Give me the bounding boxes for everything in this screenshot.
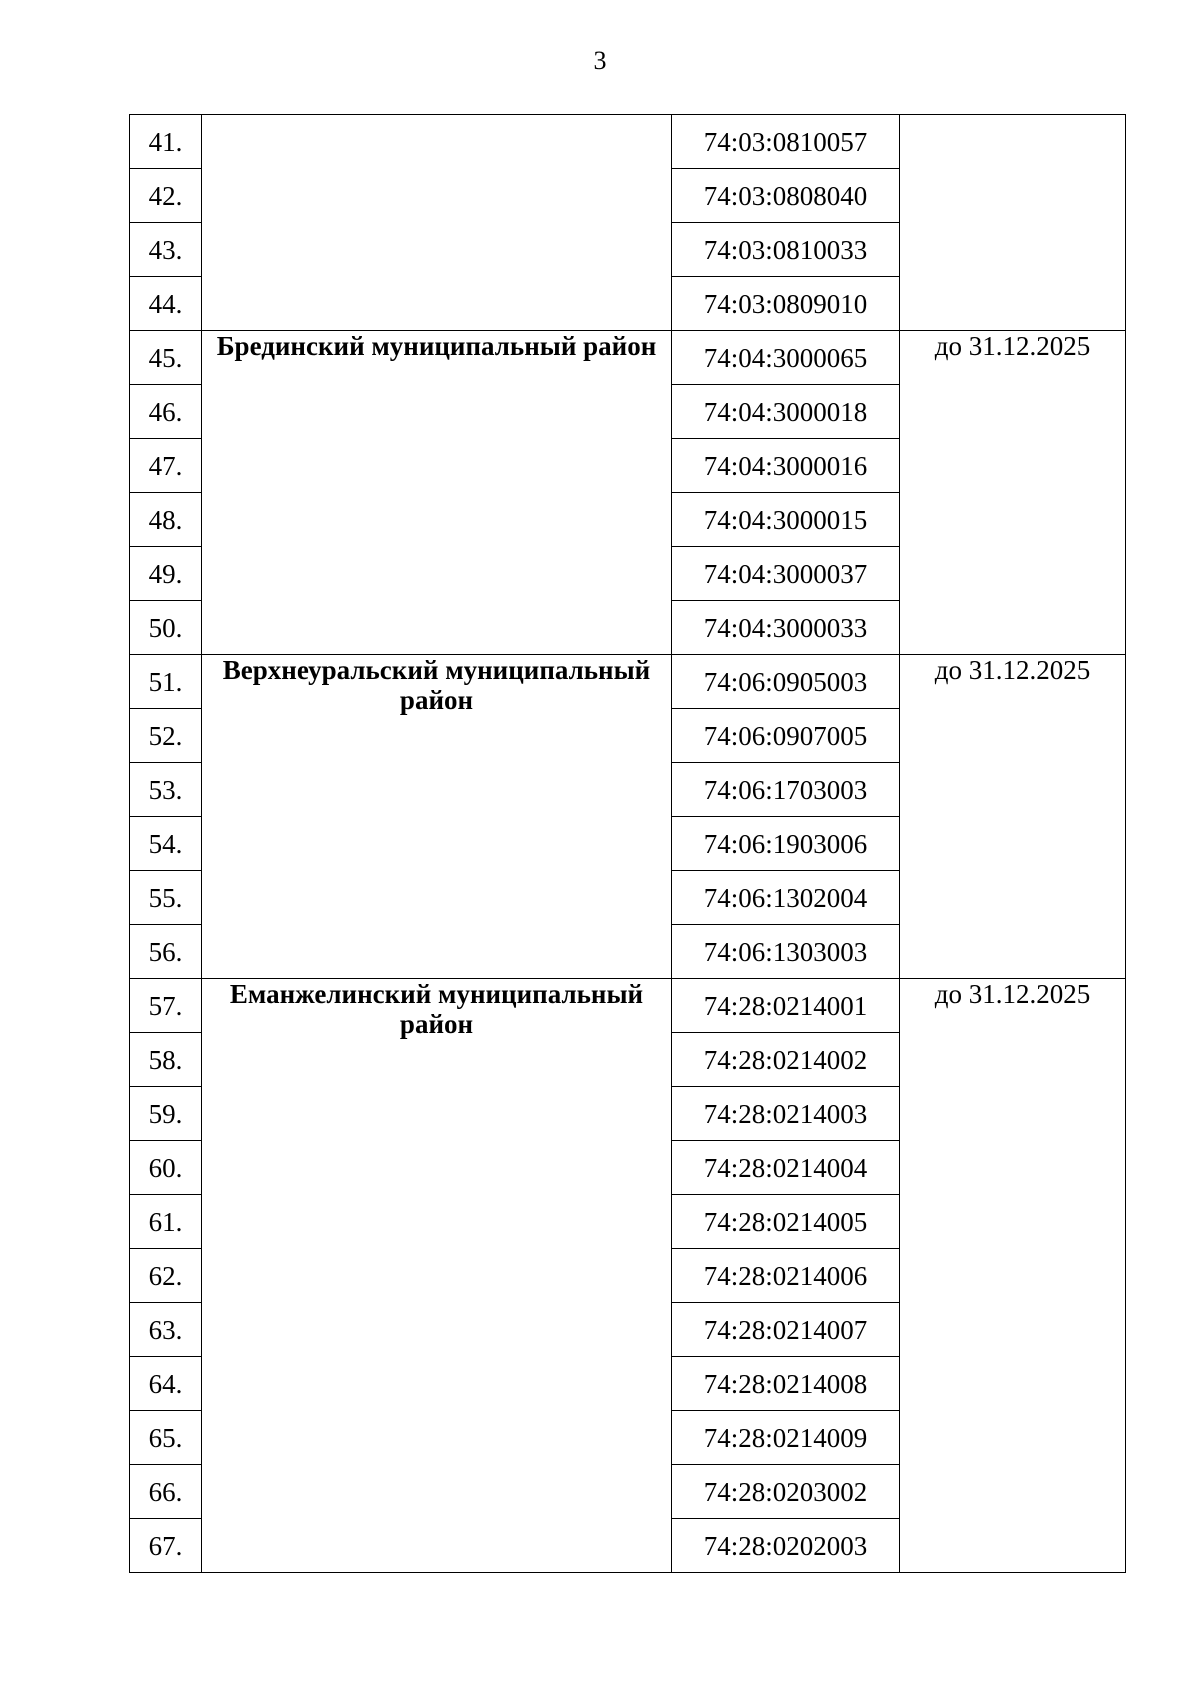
- cadastral-number: 74:28:0214006: [672, 1249, 900, 1303]
- district-cell: Брединский муниципальный район: [202, 331, 672, 655]
- cadastral-number: 74:28:0214004: [672, 1141, 900, 1195]
- row-number: 42.: [130, 169, 202, 223]
- cadastral-number: 74:28:0214009: [672, 1411, 900, 1465]
- row-number: 67.: [130, 1519, 202, 1573]
- cadastral-number: 74:28:0214001: [672, 979, 900, 1033]
- page-number: 3: [593, 46, 607, 75]
- row-number: 58.: [130, 1033, 202, 1087]
- row-number: 65.: [130, 1411, 202, 1465]
- cadastral-number: 74:06:0905003: [672, 655, 900, 709]
- cadastral-number: 74:04:3000033: [672, 601, 900, 655]
- cadastral-number: 74:06:1302004: [672, 871, 900, 925]
- row-number: 53.: [130, 763, 202, 817]
- cadastral-number: 74:28:0203002: [672, 1465, 900, 1519]
- deadline-cell: [900, 115, 1126, 331]
- row-number: 46.: [130, 385, 202, 439]
- district-cell: Верхнеуральский муниципальный район: [202, 655, 672, 979]
- cadastral-number: 74:28:0214008: [672, 1357, 900, 1411]
- row-number: 56.: [130, 925, 202, 979]
- cadastral-number: 74:03:0808040: [672, 169, 900, 223]
- cadastral-number: 74:28:0202003: [672, 1519, 900, 1573]
- table-row: [130, 655, 1126, 709]
- table-row: [130, 115, 1126, 169]
- cadastral-number: 74:06:1903006: [672, 817, 900, 871]
- row-number: 50.: [130, 601, 202, 655]
- deadline-cell: до 31.12.2025: [900, 331, 1126, 655]
- cadastral-number: 74:03:0810033: [672, 223, 900, 277]
- row-number: 49.: [130, 547, 202, 601]
- row-number: 45.: [130, 331, 202, 385]
- cadastral-number: 74:04:3000015: [672, 493, 900, 547]
- deadline-cell: до 31.12.2025: [900, 979, 1126, 1573]
- district-cell: [202, 115, 672, 331]
- row-number: 59.: [130, 1087, 202, 1141]
- row-number: 62.: [130, 1249, 202, 1303]
- deadline-cell: до 31.12.2025: [900, 655, 1126, 979]
- row-number: 41.: [130, 115, 202, 169]
- cadastral-number: 74:28:0214007: [672, 1303, 900, 1357]
- cadastral-number: 74:28:0214005: [672, 1195, 900, 1249]
- cadastral-number: 74:03:0810057: [672, 115, 900, 169]
- cadastral-number: 74:04:3000065: [672, 331, 900, 385]
- district-cell: Еманжелинский муниципальный район: [202, 979, 672, 1573]
- cadastral-number: 74:04:3000037: [672, 547, 900, 601]
- row-number: 64.: [130, 1357, 202, 1411]
- row-number: 48.: [130, 493, 202, 547]
- table-row: [130, 331, 1126, 385]
- row-number: 52.: [130, 709, 202, 763]
- row-number: 54.: [130, 817, 202, 871]
- table-row: [130, 979, 1126, 1033]
- cadastral-number: 74:28:0214003: [672, 1087, 900, 1141]
- row-number: 63.: [130, 1303, 202, 1357]
- cadastral-number: 74:06:1703003: [672, 763, 900, 817]
- cadastral-number: 74:28:0214002: [672, 1033, 900, 1087]
- row-number: 55.: [130, 871, 202, 925]
- row-number: 60.: [130, 1141, 202, 1195]
- row-number: 43.: [130, 223, 202, 277]
- cadastral-number: 74:03:0809010: [672, 277, 900, 331]
- row-number: 66.: [130, 1465, 202, 1519]
- cadastral-number: 74:06:0907005: [672, 709, 900, 763]
- row-number: 61.: [130, 1195, 202, 1249]
- cadastral-number: 74:04:3000016: [672, 439, 900, 493]
- row-number: 51.: [130, 655, 202, 709]
- cadastral-number: 74:06:1303003: [672, 925, 900, 979]
- row-number: 44.: [130, 277, 202, 331]
- cadastral-number: 74:04:3000018: [672, 385, 900, 439]
- row-number: 57.: [130, 979, 202, 1033]
- cadastral-table: [129, 114, 1126, 1573]
- row-number: 47.: [130, 439, 202, 493]
